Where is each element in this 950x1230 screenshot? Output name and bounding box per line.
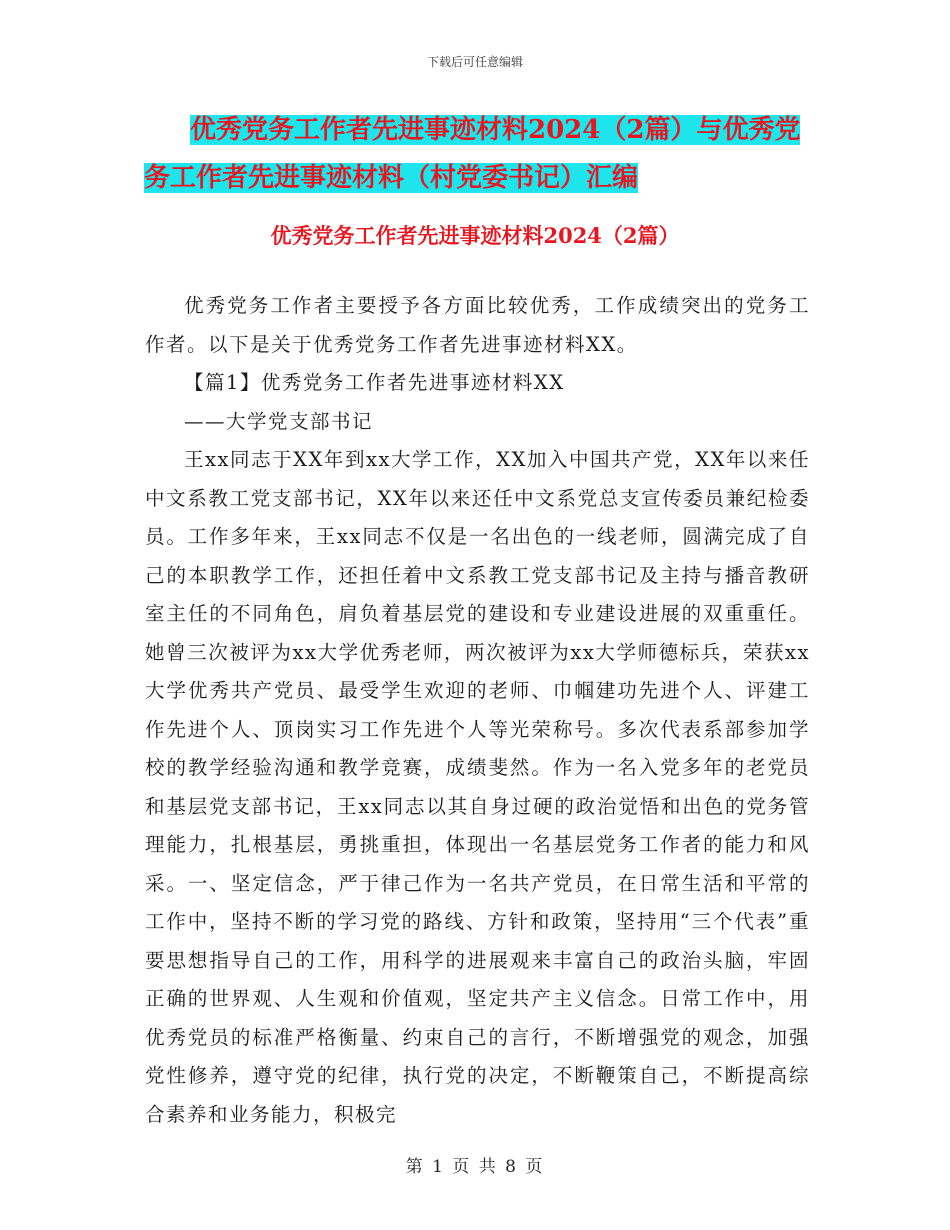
section-heading: 【篇1】优秀党务工作者先进事迹材料XX (184, 371, 565, 394)
title-line-1: 优秀党务工作者先进事迹材料2024（2篇）与优秀党 (190, 115, 801, 145)
body-paragraph: 王xx同志于XX年到xx大学工作，XX加入中国共产党，XX年以来任中文系教工党支部书记，XX年以来还任中文系党总支宣传委员兼纪检委员。工作多年来，王xx同志不仅是一名出色的一线老师，圆满完成了自己的本职教学工作，还担任着中文系教工党支部书记及主持与播音教研室主任的不同角色，肩负着基层党的建设和专业建设进展的双重重任。她曾三次被评为xx大学优秀老师，两次被评为xx大学师德标兵，荣获xx大学优秀共产党员、最受学生欢迎的老师、巾帼建功先进个人、评建工作先进个人、顶岗实习工作先进个人等光荣称号。多次代表系部参加学校的教学经验沟通和教学竞赛，成绩斐然。作为一名入党多年的老党员和基层党支部书记，王xx同志以其自身过硬的政治觉悟和出色的党务管理能力，扎根基层，勇挑重担，体现出一名基层党务工作者的能力和风采。一、坚定信念，严于律己作为一名共产党员，在日常生活和平常的工作中，坚持不断的学习党的路线、方针和政策，坚持用“三个代表”重要思想指导自己的工作，用科学的进展观来丰富自己的政治头脑，牢固正确的世界观、人生观和价值观，坚定共产主义信念。日常工作中，用优秀党员的标准严格衡量、约束自己的言行，不断增强党的观念，加强党性修养，遵守党的纪律，执行党的决定，不断鞭策自己，不断提高综合素养和业务能力，积极完 (145, 448, 810, 1126)
title-line-2: 务工作者先进事迹材料（村党委书记）汇编 (144, 163, 639, 193)
section-subheading: ——大学党支部书记 (184, 409, 374, 433)
document-title (144, 106, 830, 202)
document-body (145, 287, 810, 1134)
header-note: 下载后可任意编辑 (426, 55, 523, 69)
intro-paragraph: 优秀党务工作者主要授予各方面比较优秀，工作成绩突出的党务工作者。以下是关于优秀党务工作者先进事迹材料XX。 (145, 294, 810, 356)
page-footer: 第 1 页 共 8 页 (405, 1157, 545, 1177)
section-title: 优秀党务工作者先进事迹材料2024（2篇） (270, 223, 680, 248)
